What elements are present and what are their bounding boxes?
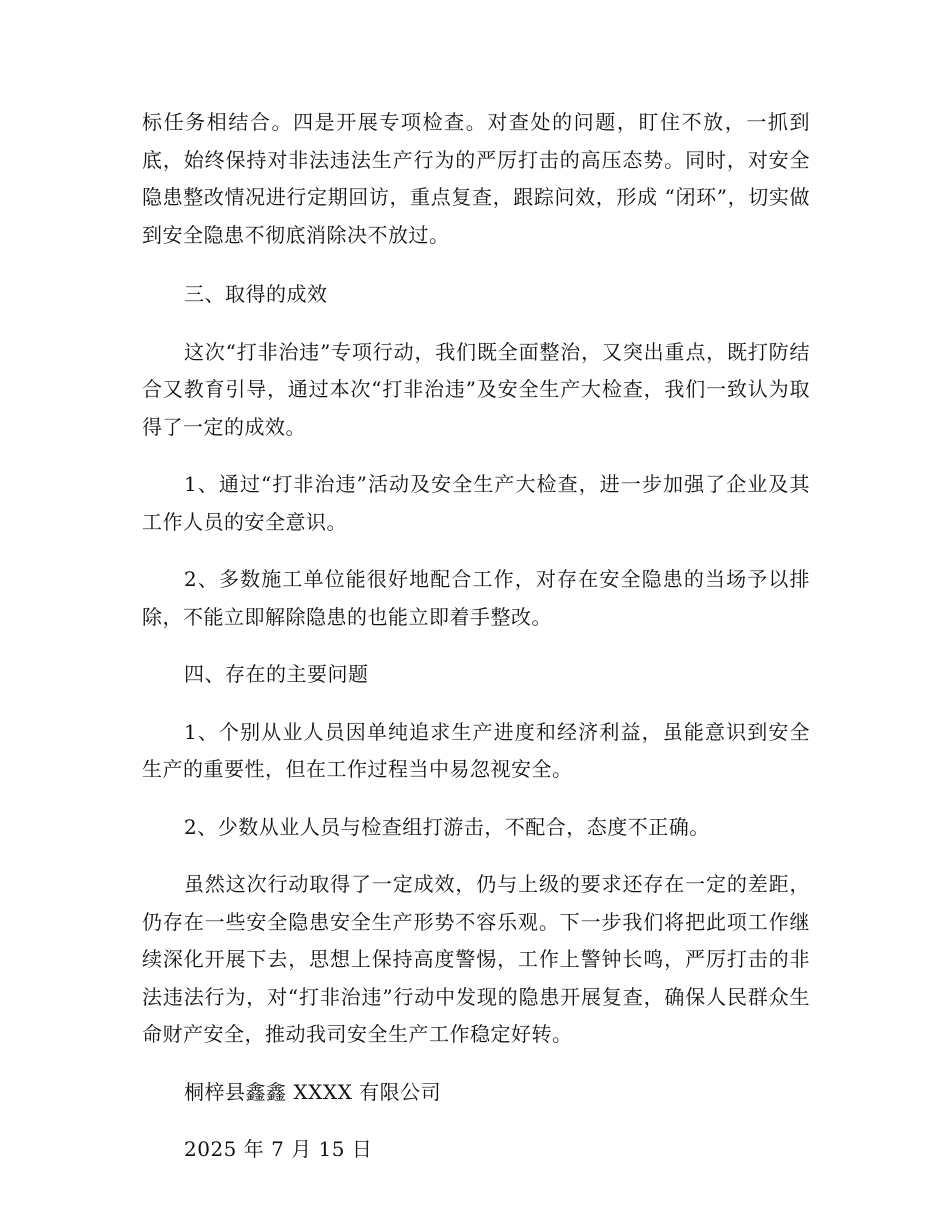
paragraph-problem-2: 2、少数从业人员与检查组打游击，不配合，态度不正确。 [184,814,710,839]
paragraph-problem-1: 1、个别从业人员因单纯追求生产进度和经济利益，虽能意识到安全生产的重要性，但在工作过程当中易忽视安全。 [142,719,810,781]
document-page [142,104,810,1169]
signature-company: 桐梓县鑫鑫 XXXX 有限公司 [184,1079,442,1104]
paragraph-achievements-summary: 这次“打非治违”专项行动，我们既全面整治，又突出重点，既打防结合又教育引导，通过本次“打非治违”及安全生产大检查，我们一致认为取得了一定的成效。 [142,339,810,439]
paragraph-continuation: 标任务相结合。四是开展专项检查。对查处的问题，盯住不放，一抓到底，始终保持对非法违法生产行为的严厉打击的高压态势。同时，对安全隐患整改情况进行定期回访，重点复查，跟踪问效，形成 “闭环”，切实做到安全隐患不彻底消除决不放过。 [142,110,810,247]
section-heading-achievements: 三、取得的成效 [184,282,328,306]
paragraph-achievement-2: 2、多数施工单位能很好地配合工作，对存在安全隐患的当场予以排除，不能立即解除隐患的也能立即着手整改。 [142,567,810,629]
paragraph-conclusion: 虽然这次行动取得了一定成效，仍与上级的要求还存在一定的差距，仍存在一些安全隐患安全生产形势不容乐观。下一步我们将把此项工作继续深化开展下去，思想上保持高度警惕，工作上警钟长鸣，严厉打击的非法违法行为，对“打非治违”行动中发现的隐患开展复查，确保人民群众生命财产安全，推动我司安全生产工作稳定好转。 [142,872,810,1046]
signature-date: 2025 年 7 月 15 日 [184,1137,373,1161]
section-heading-problems: 四、存在的主要问题 [184,662,369,686]
paragraph-achievement-1: 1、通过“打非治违”活动及安全生产大检查，进一步加强了企业及其工作人员的安全意识。 [142,472,810,534]
